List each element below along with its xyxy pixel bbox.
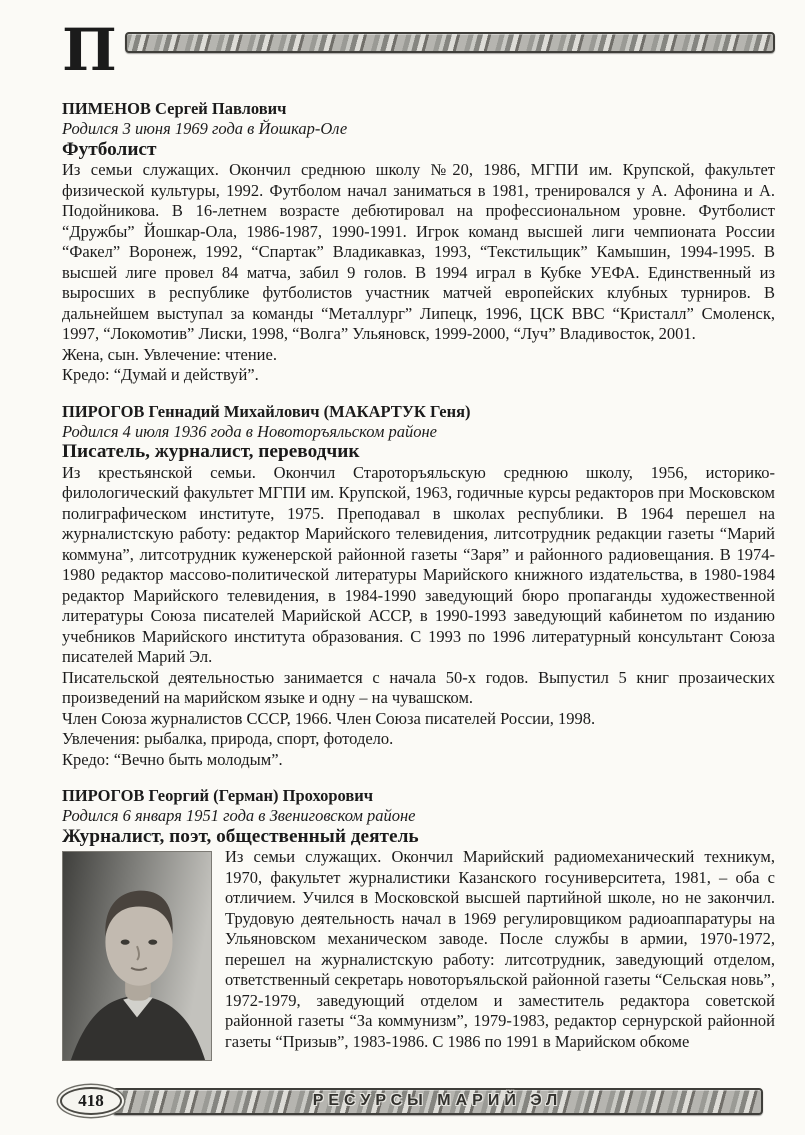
entry-paragraph: Член Союза журналистов СССР, 1966. Член Союза писателей России, 1998.: [62, 708, 596, 728]
entry-pirogov-georgy: [62, 785, 775, 1052]
footer-banner-title: РЕСУРСЫ МАРИЙ ЭЛ: [312, 1092, 563, 1109]
entry-paragraph: Из семьи служащих. Окончил Марийский радиомеханический техникум, 1970, факультет журналистики Казанского госуниверситета, 1981, – оба с отличием. Учился в Московской высшей партийной школе, но не закончил. Трудовую деятельность начал в 1969 регулировщиком радиоаппаратуры на Ульяновском механическом заводе. После службы в армии, 1970-1972, перешел на журналистскую работу: литсотрудник, заведующий отделом, ответственный секретарь новоторъяльской районной газеты “Сельская новь”, 1972-1979, заведующий отделом и заместитель редактора советской районной газеты “За коммунизм”, 1979-1983, редактор сернурской районной газеты “Призыв”, 1983-1986. С 1986 по 1991 в Марийском обкоме: [225, 847, 775, 1051]
portrait-photo-placeholder: [63, 852, 211, 1060]
page-footer: [60, 1087, 763, 1115]
section-letter: П: [62, 16, 115, 84]
entry-paragraph: Кредо: “Вечно быть молодым”.: [62, 749, 283, 769]
entry-paragraph: Из семьи служащих. Окончил среднюю школу №20, 1986, МГПИ им. Крупской, факультет физической культуры, 1992. Футболом начал заниматься в 1981, тренировался у А. Афонина и А. Подойникова. В 16-летнем возрасте дебютировал на профессиональном уровне. Футболист “Дружбы” Йошкар-Ола, 1986-1987, 1990-1991. Игрок команд высшей лиги чемпионата России “Факел” Воронеж, 1992, “Спартак” Владикавказ, 1993, “Текстильщик” Камышин, 1994-1995. В высшей лиге провел 84 матча, забил 9 голов. В 1994 играл в Кубке УЕФА. Единственный из выросших в республике футболистов участник матчей европейских клубных турниров. В дальнейшем выступал за команды “Металлург” Липецк, 1996, ЦСК ВВС “Кристалл” Смоленск, 1997, “Локомотив” Лиски, 1998, “Волга” Ульяновск, 1999-2000, “Луч” Владивосток, 2001.: [62, 160, 775, 343]
entry-paragraph: Кредо: “Думай и действуй”.: [62, 365, 259, 384]
entry-birth-line: Родился 6 января 1951 года в Звениговском районе: [62, 806, 416, 825]
entry-paragraph: Увлечения: рыбалка, природа, спорт, фотодело.: [62, 729, 394, 748]
entry-paragraph: Жена, сын. Увлечение: чтение.: [62, 344, 277, 364]
entry-name: ПИРОГОВ Георгий (Герман) Прохорович: [62, 786, 374, 805]
entry-paragraph: Из крестьянской семьи. Окончил Староторъяльскую среднюю школу, 1956, историко-филологический факультет МГПИ им. Крупской, 1963, годичные курсы редакторов при Московском полиграфическом институте, 1975. Преподавал в школах республики. В 1964 перешел на журналистскую работу: редактор Марийского телевидения, литсотрудник редакции газеты “Марий коммуна”, литсотрудник куженерской районной газеты “Заря” и районного радиовещания. В 1974-1980 редактор массово-политической литературы Марийского книжного издательства, в 1980-1984 редактор Марийского телевидения, в 1984-1990 заведующий бюро пропаганды художественной литературы Союза писателей Марийской АССР, в 1990-1993 заведующий кабинетом по изданию учебников Марийского института образования. С 1993 по 1996 литературный консультант Союза писателей Марий Эл.: [62, 462, 775, 666]
entry-occupation: Футболист: [62, 138, 157, 160]
header-decorative-bar: [125, 32, 775, 53]
entry-paragraph: Писательской деятельностью занимается с начала 50-х годов. Выпустил 5 книг прозаических произведений на марийском языке и одну – на чувашском.: [62, 667, 775, 707]
portrait-photo: [62, 851, 212, 1061]
page-header: [62, 16, 775, 84]
entry-birth-line: Родился 3 июня 1969 года в Йошкар-Оле: [62, 119, 348, 138]
footer-banner: [112, 1088, 763, 1115]
entry-occupation: Писатель, журналист, переводчик: [62, 441, 360, 462]
entry-pimenov: [62, 98, 775, 386]
page-number-badge: [60, 1087, 122, 1115]
page-number: 418: [78, 1091, 104, 1110]
entry-name: ПИМЕНОВ Сергей Павлович: [62, 99, 287, 118]
entry-birth-line: Родился 4 июля 1936 года в Новоторъяльском районе: [62, 421, 437, 441]
entry-pirogov-gennady: [62, 401, 775, 771]
entry-occupation: Журналист, поэт, общественный деятель: [62, 825, 419, 847]
entry-name: ПИРОГОВ Геннадий Михайлович (МАКАРТУК Геня): [62, 401, 471, 421]
